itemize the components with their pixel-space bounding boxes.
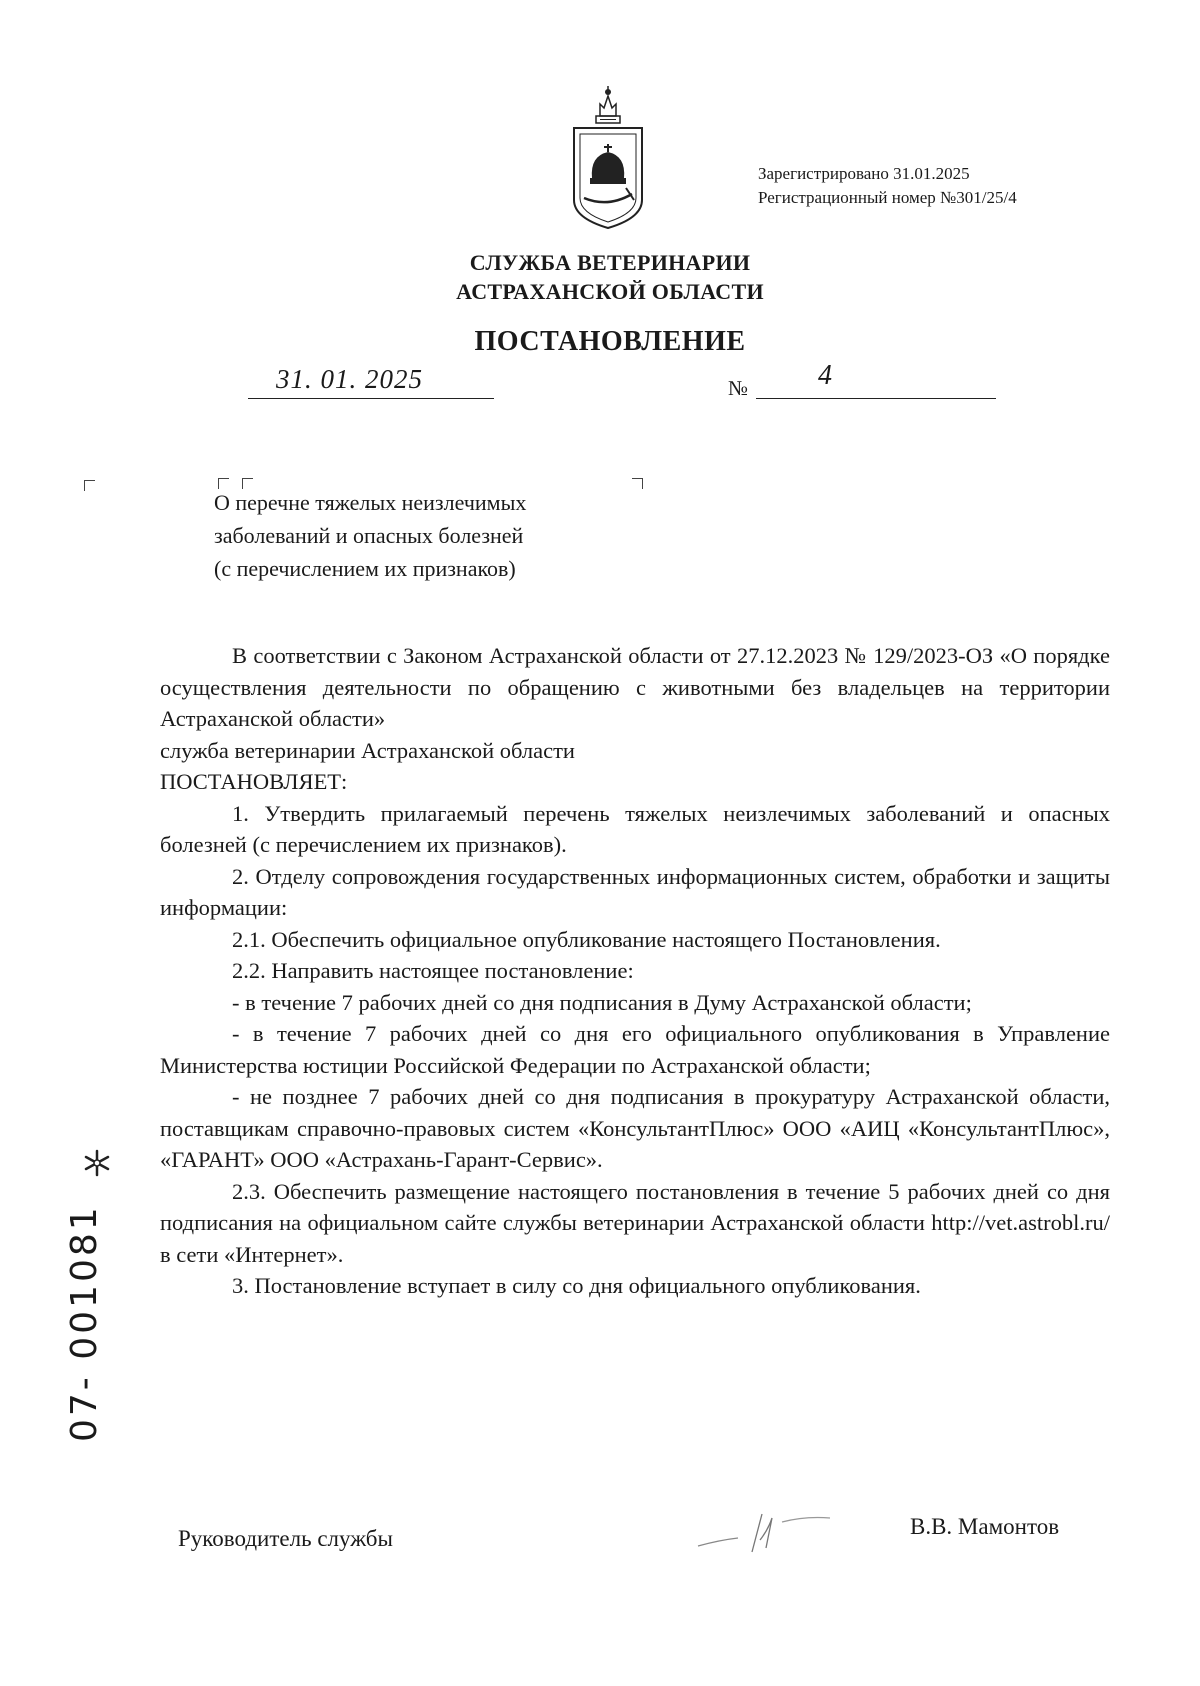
asterisk-icon	[82, 1148, 112, 1178]
subject-line1: О перечне тяжелых неизлечимых	[214, 490, 527, 515]
clause-2-2: 2.2. Направить настоящее постановление:	[232, 958, 634, 983]
clause-2-3: 2.3. Обеспечить размещение настоящего постановления в течение 5 рабочих дней со дня подписания на официальном сайте службы ветеринарии Астраханской области http://vet.astrobl.ru/ в сети «Интернет».	[160, 1178, 1110, 1267]
number-underline	[756, 398, 996, 399]
signer-name: В.В. Мамонтов	[910, 1514, 1060, 1539]
organization-name-line1: СЛУЖБА ВЕТЕРИНАРИИ	[469, 250, 751, 275]
resolves-line: ПОСТАНОВЛЯЕТ:	[160, 769, 348, 794]
organization-name-line2: АСТРАХАНСКОЙ ОБЛАСТИ	[456, 279, 764, 304]
document-body	[160, 640, 1110, 1302]
side-stamp-number: 07- 001081	[64, 1204, 105, 1442]
clause-2-1: 2.1. Обеспечить официальное опубликование настоящего Постановления.	[232, 926, 941, 952]
clause-2-2-a: - в течение 7 рабочих дней со дня подписания в Думу Астраханской области;	[232, 989, 972, 1015]
organization-name	[380, 248, 840, 306]
signer-title: Руководитель службы	[178, 1526, 393, 1551]
clause-2-2-c: - не позднее 7 рабочих дней со дня подписания в прокуратуру Астраханской области, поставщикам справочно-правовых систем «КонсультантПлюс» ООО «АИЦ «КонсультантПлюс», «ГАРАНТ» ООО «Астрахань-Гарант-Сервис».	[160, 1084, 1110, 1172]
subject-line3: (с перечислением их признаков)	[214, 556, 516, 581]
registration-number: Регистрационный номер №301/25/4	[758, 188, 1017, 207]
document-type-title: ПОСТАНОВЛЕНИЕ	[474, 326, 746, 357]
clause-1: 1. Утвердить прилагаемый перечень тяжелых неизлечимых заболеваний и опасных болезней (с перечислением их признаков).	[160, 800, 1110, 857]
number-sign: №	[728, 376, 749, 400]
document-number: 4	[818, 360, 832, 391]
corner-mark-left	[84, 480, 95, 491]
date-underline	[248, 398, 494, 399]
handwritten-signature	[690, 1500, 840, 1560]
issuer-line: служба ветеринарии Астраханской области	[160, 737, 575, 763]
coat-of-arms-emblem	[560, 82, 656, 232]
preamble-paragraph: В соответствии с Законом Астраханской области от 27.12.2023 № 129/2023-ОЗ «О порядке осуществления деятельности по обращению с животными без владельцев на территории Астраханской области»	[160, 643, 1110, 731]
document-date: 31. 01. 2025	[276, 364, 423, 394]
document-subject	[214, 486, 526, 585]
clause-2-2-b: - в течение 7 рабочих дней со дня его официального опубликования в Управление Министерства юстиции Российской Федерации по Астраханской области;	[160, 1021, 1110, 1078]
registration-stamp	[758, 162, 1017, 210]
subject-line2: заболеваний и опасных болезней	[214, 523, 524, 548]
registration-date: Зарегистрировано 31.01.2025	[758, 164, 970, 183]
clause-2: 2. Отделу сопровождения государственных информационных систем, обработки и защиты информации:	[160, 863, 1110, 920]
clause-3: 3. Постановление вступает в силу со дня официального опубликования.	[232, 1273, 921, 1298]
corner-mark-subject-right	[632, 478, 643, 489]
